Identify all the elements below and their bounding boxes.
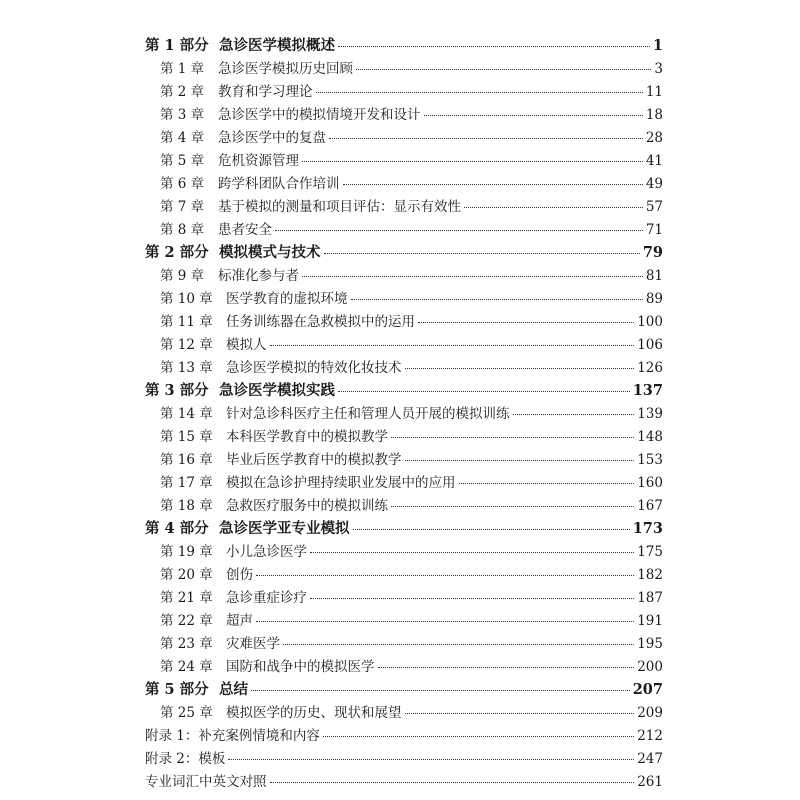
page-number: 261 xyxy=(637,774,663,790)
page-number: 28 xyxy=(645,130,663,146)
part-entry xyxy=(145,517,663,538)
page-number: 100 xyxy=(637,314,663,330)
entry-title: 医学教育的虚拟环境 xyxy=(226,291,348,307)
dot-leader xyxy=(338,391,630,392)
page-number: 187 xyxy=(637,590,663,606)
dot-leader xyxy=(310,552,634,553)
entry-title: 急诊医学中的模拟情境开发和设计 xyxy=(218,107,421,123)
part-entry xyxy=(145,678,663,699)
page-number: 209 xyxy=(637,705,663,721)
entry-number: 第 1 章 xyxy=(160,61,205,77)
entry-title: 国防和战争中的模拟医学 xyxy=(226,659,375,675)
chapter-entry xyxy=(160,402,663,422)
dot-leader xyxy=(343,184,643,185)
entry-number: 第 21 章 xyxy=(160,590,213,606)
chapter-entry xyxy=(160,655,663,675)
entry-title: 急诊医学模拟概述 xyxy=(219,37,335,54)
entry-title: 患者安全 xyxy=(218,222,272,238)
chapter-entry xyxy=(160,218,663,238)
dot-leader xyxy=(316,92,643,93)
entry-number: 第 13 章 xyxy=(160,360,213,376)
appendix-entry xyxy=(145,770,663,790)
dot-leader xyxy=(405,460,635,461)
page-number: 71 xyxy=(645,222,663,238)
page-number: 175 xyxy=(637,544,663,560)
entry-title: 急诊医学模拟的特效化妆技术 xyxy=(226,360,402,376)
chapter-entry xyxy=(160,195,663,215)
dot-leader xyxy=(270,345,635,346)
entry-number: 第 4 部分 xyxy=(145,520,209,537)
entry-number: 第 3 部分 xyxy=(145,382,209,399)
entry-title: 专业词汇中英文对照 xyxy=(145,774,267,790)
page-number: 153 xyxy=(637,452,663,468)
page-number: 57 xyxy=(645,199,663,215)
chapter-entry xyxy=(160,57,663,77)
entry-number: 第 9 章 xyxy=(160,268,205,284)
page-number: 200 xyxy=(637,659,663,675)
entry-title: 急诊医学中的复盘 xyxy=(218,130,326,146)
entry-number: 第 10 章 xyxy=(160,291,213,307)
chapter-entry xyxy=(160,103,663,123)
page-number: 182 xyxy=(637,567,663,583)
appendix-entry xyxy=(145,724,663,744)
page-number: 212 xyxy=(637,728,663,744)
entry-title: 模拟模式与技术 xyxy=(219,244,321,261)
dot-leader xyxy=(323,736,634,737)
page-number: 160 xyxy=(637,475,663,491)
entry-number: 第 16 章 xyxy=(160,452,213,468)
entry-number: 第 17 章 xyxy=(160,475,213,491)
entry-number: 第 12 章 xyxy=(160,337,213,353)
dot-leader xyxy=(353,529,630,530)
entry-title: 急诊医学模拟历史回顾 xyxy=(218,61,353,77)
entry-title: 模拟人 xyxy=(226,337,267,353)
page-number: 3 xyxy=(654,61,663,77)
chapter-entry xyxy=(160,80,663,100)
dot-leader xyxy=(338,46,650,47)
page-number: 1 xyxy=(652,37,663,54)
entry-number: 第 18 章 xyxy=(160,498,213,514)
chapter-entry xyxy=(160,563,663,583)
dot-leader xyxy=(270,782,635,783)
page-number: 106 xyxy=(637,337,663,353)
dot-leader xyxy=(329,138,643,139)
entry-title: 跨学科团队合作培训 xyxy=(218,176,340,192)
page-number: 247 xyxy=(637,751,663,767)
dot-leader xyxy=(256,575,634,576)
page-number: 167 xyxy=(637,498,663,514)
entry-title: 模拟在急诊护理持续职业发展中的应用 xyxy=(226,475,456,491)
dot-leader xyxy=(356,69,651,70)
dot-leader xyxy=(391,506,634,507)
page-number: 126 xyxy=(637,360,663,376)
entry-number: 第 24 章 xyxy=(160,659,213,675)
entry-number: 第 20 章 xyxy=(160,567,213,583)
page-number: 148 xyxy=(637,429,663,445)
entry-number: 第 6 章 xyxy=(160,176,205,192)
entry-title: 创伤 xyxy=(226,567,253,583)
dot-leader xyxy=(391,437,634,438)
entry-number: 第 5 章 xyxy=(160,153,205,169)
entry-number: 第 8 章 xyxy=(160,222,205,238)
entry-title: 急诊医学模拟实践 xyxy=(219,382,335,399)
entry-title: 急诊医学亚专业模拟 xyxy=(219,520,350,537)
entry-number: 第 1 部分 xyxy=(145,37,209,54)
page-number: 137 xyxy=(632,382,663,399)
page-number: 79 xyxy=(642,244,663,261)
page-number: 49 xyxy=(645,176,663,192)
entry-title: 任务训练器在急救模拟中的运用 xyxy=(226,314,415,330)
chapter-entry xyxy=(160,494,663,514)
entry-title: 针对急诊科医疗主任和管理人员开展的模拟训练 xyxy=(226,406,510,422)
appendix-entry xyxy=(145,747,663,767)
page-number: 81 xyxy=(645,268,663,284)
chapter-entry xyxy=(160,701,663,721)
part-entry xyxy=(145,34,663,55)
dot-leader xyxy=(378,667,635,668)
chapter-entry xyxy=(160,264,663,284)
dot-leader xyxy=(459,483,635,484)
page-number: 195 xyxy=(637,636,663,652)
chapter-entry xyxy=(160,287,663,307)
dot-leader xyxy=(405,713,635,714)
entry-number: 第 22 章 xyxy=(160,613,213,629)
chapter-entry xyxy=(160,425,663,445)
chapter-entry xyxy=(160,448,663,468)
chapter-entry xyxy=(160,172,663,192)
dot-leader xyxy=(424,115,643,116)
chapter-entry xyxy=(160,632,663,652)
entry-title: 小儿急诊医学 xyxy=(226,544,307,560)
entry-title: 附录 1：补充案例情境和内容 xyxy=(145,728,320,744)
dot-leader xyxy=(228,759,634,760)
dot-leader xyxy=(256,621,634,622)
dot-leader xyxy=(251,690,630,691)
entry-number: 第 3 章 xyxy=(160,107,205,123)
entry-number: 第 2 章 xyxy=(160,84,205,100)
page-number: 139 xyxy=(637,406,663,422)
entry-title: 毕业后医学教育中的模拟教学 xyxy=(226,452,402,468)
dot-leader xyxy=(418,322,634,323)
dot-leader xyxy=(275,230,643,231)
entry-title: 灾难医学 xyxy=(226,636,280,652)
part-entry xyxy=(145,241,663,262)
entry-title: 标准化参与者 xyxy=(218,268,299,284)
dot-leader xyxy=(283,644,634,645)
page-number: 41 xyxy=(645,153,663,169)
entry-number: 第 19 章 xyxy=(160,544,213,560)
entry-number: 第 11 章 xyxy=(160,314,213,330)
entry-title: 总结 xyxy=(219,681,248,698)
entry-title: 教育和学习理论 xyxy=(218,84,313,100)
entry-number: 第 14 章 xyxy=(160,406,213,422)
entry-number: 第 25 章 xyxy=(160,705,213,721)
chapter-entry xyxy=(160,310,663,330)
page-number: 18 xyxy=(645,107,663,123)
chapter-entry xyxy=(160,586,663,606)
dot-leader xyxy=(310,598,634,599)
entry-title: 超声 xyxy=(226,613,253,629)
chapter-entry xyxy=(160,609,663,629)
dot-leader xyxy=(405,368,635,369)
entry-title: 基于模拟的测量和项目评估：显示有效性 xyxy=(218,199,461,215)
dot-leader xyxy=(302,276,643,277)
chapter-entry xyxy=(160,126,663,146)
dot-leader xyxy=(324,253,640,254)
chapter-entry xyxy=(160,356,663,376)
page-number: 89 xyxy=(645,291,663,307)
entry-title: 急诊重症诊疗 xyxy=(226,590,307,606)
page-number: 207 xyxy=(632,681,663,698)
entry-title: 本科医学教育中的模拟教学 xyxy=(226,429,388,445)
chapter-entry xyxy=(160,471,663,491)
dot-leader xyxy=(351,299,643,300)
entry-title: 危机资源管理 xyxy=(218,153,299,169)
page-number: 11 xyxy=(645,84,663,100)
entry-number: 第 2 部分 xyxy=(145,244,209,261)
chapter-entry xyxy=(160,149,663,169)
entry-title: 附录 2：模板 xyxy=(145,751,226,767)
entry-number: 第 23 章 xyxy=(160,636,213,652)
chapter-entry xyxy=(160,333,663,353)
entry-title: 模拟医学的历史、现状和展望 xyxy=(226,705,402,721)
page-number: 173 xyxy=(632,520,663,537)
dot-leader xyxy=(513,414,635,415)
entry-number: 第 4 章 xyxy=(160,130,205,146)
entry-number: 第 5 部分 xyxy=(145,681,209,698)
chapter-entry xyxy=(160,540,663,560)
dot-leader xyxy=(464,207,643,208)
entry-number: 第 7 章 xyxy=(160,199,205,215)
entry-title: 急救医疗服务中的模拟训练 xyxy=(226,498,388,514)
dot-leader xyxy=(302,161,643,162)
part-entry xyxy=(145,379,663,400)
page-number: 191 xyxy=(637,613,663,629)
entry-number: 第 15 章 xyxy=(160,429,213,445)
